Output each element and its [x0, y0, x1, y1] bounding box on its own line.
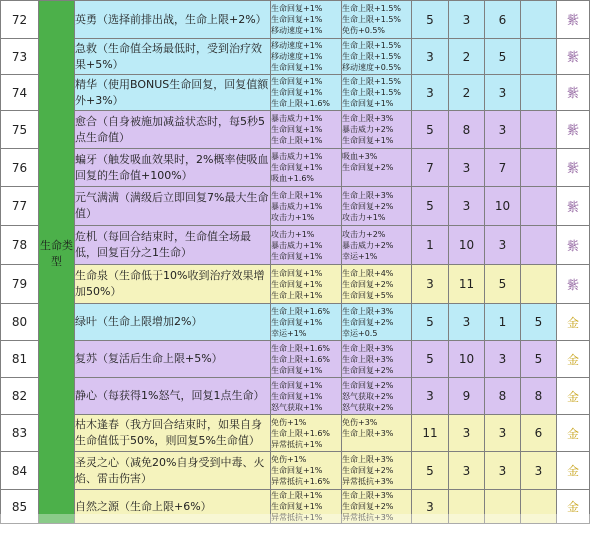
- value-cell: 9: [449, 378, 485, 415]
- attribute-line: 免伤+1%: [271, 455, 307, 464]
- attribute-line: 移动速度+0.5%: [342, 63, 402, 72]
- value-cell: 3: [412, 265, 449, 304]
- tier-cell: 紫: [557, 187, 590, 226]
- row-number: 76: [1, 149, 39, 187]
- attribute-line: 生命回复+1%: [271, 317, 323, 327]
- attribute-list-2: [342, 415, 412, 452]
- attribute-line: 生命回复+1%: [342, 99, 394, 108]
- skill-description: 元气满满（满级后立即回复7%最大生命值）: [75, 187, 271, 226]
- table-row: [1, 415, 590, 452]
- row-number: 74: [1, 75, 39, 111]
- attribute-line: 生命上限+1.5%: [342, 52, 402, 61]
- row-number: 85: [1, 490, 39, 524]
- tier-cell: 紫: [557, 265, 590, 304]
- attribute-list-2: [342, 304, 412, 341]
- attribute-line: 幸运+1%: [342, 251, 378, 261]
- attribute-list-1: [271, 452, 342, 490]
- tier-cell: 金: [557, 378, 590, 415]
- attribute-line: 生命上限+3%: [342, 343, 394, 353]
- attribute-line: 生命上限+3%: [342, 491, 394, 500]
- value-cell: 3: [521, 452, 557, 490]
- table-row: [1, 111, 590, 149]
- value-cell: 3: [449, 304, 485, 341]
- value-cell: 6: [521, 415, 557, 452]
- skill-description: 精华（使用BONUS生命回复，回复值额外+3%）: [75, 75, 271, 111]
- value-cell: 10: [449, 341, 485, 378]
- empty-slash-cell: [521, 1, 557, 39]
- value-cell: 8: [449, 111, 485, 149]
- skill-description: 蝙牙（触发吸血效果时，2%概率使吸血回复的生命值+100%）: [75, 149, 271, 187]
- value-cell: 10: [449, 226, 485, 265]
- attribute-line: 免伤+1%: [271, 417, 307, 427]
- value-cell: 3: [412, 39, 449, 75]
- attribute-list-1: [271, 187, 342, 226]
- value-cell: 11: [412, 415, 449, 452]
- attribute-line: 移动速度+1%: [271, 41, 323, 50]
- attribute-line: 生命回复+1%: [271, 391, 323, 401]
- table-row: [1, 378, 590, 415]
- attribute-line: 怒气获取+1%: [271, 402, 323, 412]
- attribute-list-1: [271, 226, 342, 265]
- skill-description: 生命泉（生命低于10%收到治疗效果增加50%）: [75, 265, 271, 304]
- attribute-list-1: [271, 341, 342, 378]
- tier-cell: 紫: [557, 149, 590, 187]
- attribute-list-2: [342, 378, 412, 415]
- value-cell: 3: [449, 415, 485, 452]
- attribute-line: 生命回复+1%: [271, 466, 323, 475]
- attribute-list-1: [271, 304, 342, 341]
- attribute-line: 生命上限+1.5%: [342, 15, 402, 24]
- table-row: [1, 39, 590, 75]
- attribute-line: 暴击威力+1%: [271, 201, 323, 211]
- attribute-line: 生命回复+1%: [271, 125, 323, 134]
- row-number: 77: [1, 187, 39, 226]
- value-cell: 3: [449, 452, 485, 490]
- row-number: 75: [1, 111, 39, 149]
- attribute-line: 生命回复+1%: [271, 279, 323, 289]
- category-cell: [39, 1, 75, 524]
- attribute-line: 异常抵抗+3%: [342, 513, 394, 522]
- attribute-line: 生命回复+1%: [271, 365, 323, 375]
- empty-slash-cell: [521, 149, 557, 187]
- attribute-line: 异常抵抗+1.6%: [271, 477, 331, 486]
- attribute-list-1: [271, 415, 342, 452]
- value-cell: 8: [485, 378, 521, 415]
- value-cell: 7: [412, 149, 449, 187]
- value-cell: 7: [485, 149, 521, 187]
- attribute-line: 异常抵抗+1%: [271, 439, 323, 449]
- value-cell: 5: [412, 304, 449, 341]
- attribute-line: 暴击威力+1%: [271, 114, 323, 123]
- value-cell: 3: [412, 75, 449, 111]
- row-number: 79: [1, 265, 39, 304]
- attribute-line: 生命回复+1%: [271, 88, 323, 97]
- bottom-fade: [0, 514, 600, 536]
- skill-description: 急救（生命值全场最低时，受到治疗效果+5%）: [75, 39, 271, 75]
- tier-cell: 紫: [557, 1, 590, 39]
- attribute-line: 生命上限+1.5%: [342, 41, 402, 50]
- tier-cell: 紫: [557, 111, 590, 149]
- attribute-list-1: [271, 39, 342, 75]
- value-cell: 5: [412, 1, 449, 39]
- attribute-line: 生命上限+1%: [271, 290, 323, 300]
- attribute-line: [342, 439, 411, 450]
- attribute-line: 生命回复+1%: [271, 268, 323, 278]
- attribute-line: 攻击力+1%: [271, 212, 315, 222]
- skill-description: 英勇（选择前排出战，生命上限+2%）: [75, 1, 271, 39]
- attribute-line: 生命上限+1%: [271, 136, 323, 145]
- attribute-line: 攻击力+1%: [342, 212, 386, 222]
- tier-cell: 金: [557, 341, 590, 378]
- attribute-line: 生命回复+1%: [271, 77, 323, 86]
- row-number: 81: [1, 341, 39, 378]
- attribute-line: 生命上限+3%: [342, 455, 394, 464]
- value-cell: 2: [449, 75, 485, 111]
- value-cell: 3: [485, 226, 521, 265]
- attribute-line: 异常抵抗+1%: [271, 513, 323, 522]
- attribute-line: 生命上限+1.6%: [271, 99, 331, 108]
- value-cell: 5: [521, 341, 557, 378]
- attribute-list-1: [271, 111, 342, 149]
- empty-slash-cell: [521, 75, 557, 111]
- value-cell: 3: [449, 187, 485, 226]
- empty-slash-cell: [521, 187, 557, 226]
- table-row: [1, 75, 590, 111]
- value-cell: 3: [485, 111, 521, 149]
- attribute-line: 怒气获取+2%: [342, 402, 394, 412]
- attribute-line: 生命回复+2%: [342, 466, 394, 475]
- empty-slash-cell: [521, 39, 557, 75]
- row-number: 72: [1, 1, 39, 39]
- attribute-list-2: [342, 111, 412, 149]
- value-cell: 5: [412, 111, 449, 149]
- attribute-line: 生命回复+2%: [342, 163, 394, 172]
- tier-cell: 金: [557, 415, 590, 452]
- attribute-line: 生命上限+1.5%: [342, 88, 402, 97]
- value-cell: 3: [412, 490, 449, 524]
- attribute-list-2: [342, 149, 412, 187]
- value-cell: 3: [449, 149, 485, 187]
- tier-cell: 紫: [557, 39, 590, 75]
- attribute-line: 攻击力+2%: [342, 229, 386, 239]
- attribute-line: 生命回复+1%: [271, 251, 323, 261]
- attribute-line: 吸血+3%: [342, 152, 378, 161]
- attribute-list-1: [271, 75, 342, 111]
- value-cell: 11: [449, 265, 485, 304]
- table-row: [1, 452, 590, 490]
- value-cell: 5: [412, 187, 449, 226]
- empty-slash-cell: [521, 111, 557, 149]
- attribute-line: 移动速度+1%: [271, 52, 323, 61]
- value-cell: 5: [412, 341, 449, 378]
- attribute-list-2: [342, 1, 412, 39]
- attribute-list-2: [342, 187, 412, 226]
- attribute-line: 暴击威力+2%: [342, 240, 394, 250]
- attribute-line: 暴击威力+1%: [271, 240, 323, 250]
- value-cell: 5: [412, 452, 449, 490]
- value-cell: 5: [485, 265, 521, 304]
- value-cell: 10: [485, 187, 521, 226]
- attribute-list-1: [271, 1, 342, 39]
- row-number: 82: [1, 378, 39, 415]
- attribute-line: 生命回复+1%: [271, 163, 323, 172]
- attribute-list-2: [342, 452, 412, 490]
- table-row: [1, 341, 590, 378]
- attribute-line: 生命回复+2%: [342, 365, 394, 375]
- attribute-list-2: [342, 75, 412, 111]
- tier-cell: 紫: [557, 226, 590, 265]
- empty-slash-cell: [521, 226, 557, 265]
- tier-cell: 紫: [557, 75, 590, 111]
- attribute-line: 移动速度+1%: [271, 26, 323, 35]
- attribute-list-2: [342, 265, 412, 304]
- attribute-list-2: [342, 341, 412, 378]
- value-cell: 3: [485, 75, 521, 111]
- table-body: [1, 1, 590, 524]
- attribute-line: 免伤+3%: [342, 417, 378, 427]
- attribute-line: 生命上限+1.5%: [342, 4, 402, 13]
- value-cell: 5: [485, 39, 521, 75]
- attribute-line: 生命回复+1%: [271, 380, 323, 390]
- attribute-line: 生命回复+1%: [271, 502, 323, 511]
- skill-description: 愈合（自身被施加减益状态时，每5秒5点生命值）: [75, 111, 271, 149]
- value-cell: 1: [485, 304, 521, 341]
- attribute-line: 生命回复+1%: [271, 15, 323, 24]
- attribute-line: 生命回复+2%: [342, 279, 394, 289]
- attribute-line: 生命回复+1%: [271, 63, 323, 72]
- attribute-line: 生命回复+1%: [342, 136, 394, 145]
- row-number: 80: [1, 304, 39, 341]
- skill-description: 危机（每回合结束时，生命值全场最低，回复百分之1生命）: [75, 226, 271, 265]
- value-cell: 8: [521, 378, 557, 415]
- attribute-line: 生命上限+1.5%: [342, 77, 402, 86]
- value-cell: 3: [485, 452, 521, 490]
- skill-description: 绿叶（生命上限增加2%）: [75, 304, 271, 341]
- attribute-line: 生命回复+2%: [342, 380, 394, 390]
- category-label: 生命类型: [40, 239, 73, 268]
- skill-description: 自然之源（生命上限+6%）: [75, 490, 271, 524]
- tier-cell: 金: [557, 452, 590, 490]
- attribute-list-1: [271, 149, 342, 187]
- attribute-line: 吸血+1.6%: [271, 174, 315, 183]
- value-cell: 3: [412, 378, 449, 415]
- attribute-list-1: [271, 265, 342, 304]
- attribute-line: 暴击威力+1%: [271, 152, 323, 161]
- row-number: 84: [1, 452, 39, 490]
- attribute-line: [342, 173, 411, 184]
- table-row: [1, 1, 590, 39]
- attribute-line: 生命上限+1%: [271, 190, 323, 200]
- attribute-list-2: [342, 39, 412, 75]
- attribute-list-1: [271, 378, 342, 415]
- skill-description: 复苏（复活后生命上限+5%）: [75, 341, 271, 378]
- skill-description: 圣灵之心（减免20%自身受到中毒、火焰、雷击伤害）: [75, 452, 271, 490]
- attribute-line: 生命上限+4%: [342, 268, 394, 278]
- attribute-line: 怒气获取+2%: [342, 391, 394, 401]
- value-cell: 3: [485, 415, 521, 452]
- value-cell: 5: [521, 304, 557, 341]
- attribute-line: 暴击威力+2%: [342, 125, 394, 134]
- attribute-line: 生命回复+5%: [342, 290, 394, 300]
- attribute-line: 生命上限+3%: [342, 354, 394, 364]
- value-cell: 3: [449, 1, 485, 39]
- row-number: 78: [1, 226, 39, 265]
- attribute-line: 生命上限+1.6%: [271, 354, 331, 364]
- table-row: [1, 265, 590, 304]
- attribute-line: 生命上限+1%: [271, 491, 323, 500]
- attribute-list-2: [342, 226, 412, 265]
- skill-description: 枯木逢春（我方回合结束时，如果自身生命值低于50%，则回复5%生命值）: [75, 415, 271, 452]
- row-number: 83: [1, 415, 39, 452]
- value-cell: 3: [485, 341, 521, 378]
- row-number: 73: [1, 39, 39, 75]
- attribute-line: 生命回复+2%: [342, 502, 394, 511]
- attribute-line: 生命回复+2%: [342, 201, 394, 211]
- attribute-line: 生命上限+1.6%: [271, 343, 331, 353]
- attribute-line: 幸运+0.5: [342, 328, 378, 338]
- value-cell: 6: [485, 1, 521, 39]
- value-cell: 1: [412, 226, 449, 265]
- skill-description: 静心（每获得1%怒气，回复1点生命）: [75, 378, 271, 415]
- attribute-line: 攻击力+1%: [271, 229, 315, 239]
- attribute-line: 生命上限+3%: [342, 114, 394, 123]
- value-cell: 2: [449, 39, 485, 75]
- attribute-line: 生命上限+1.6%: [271, 306, 331, 316]
- attribute-line: 免伤+0.5%: [342, 26, 386, 35]
- tier-cell: 金: [557, 304, 590, 341]
- attribute-line: 生命回复+2%: [342, 317, 394, 327]
- empty-slash-cell: [521, 265, 557, 304]
- tier-cell: 金: [557, 490, 590, 524]
- table-row: [1, 149, 590, 187]
- attribute-line: 生命上限+1.6%: [271, 428, 331, 438]
- attribute-line: 生命上限+3%: [342, 428, 394, 438]
- attribute-line: 生命上限+3%: [342, 190, 394, 200]
- attribute-line: 生命上限+3%: [342, 306, 394, 316]
- table-row: [1, 304, 590, 341]
- table-row: [1, 226, 590, 265]
- table-row: [1, 187, 590, 226]
- attribute-line: 异常抵抗+3%: [342, 477, 394, 486]
- attribute-line: 生命回复+1%: [271, 4, 323, 13]
- attribute-line: 幸运+1%: [271, 328, 307, 338]
